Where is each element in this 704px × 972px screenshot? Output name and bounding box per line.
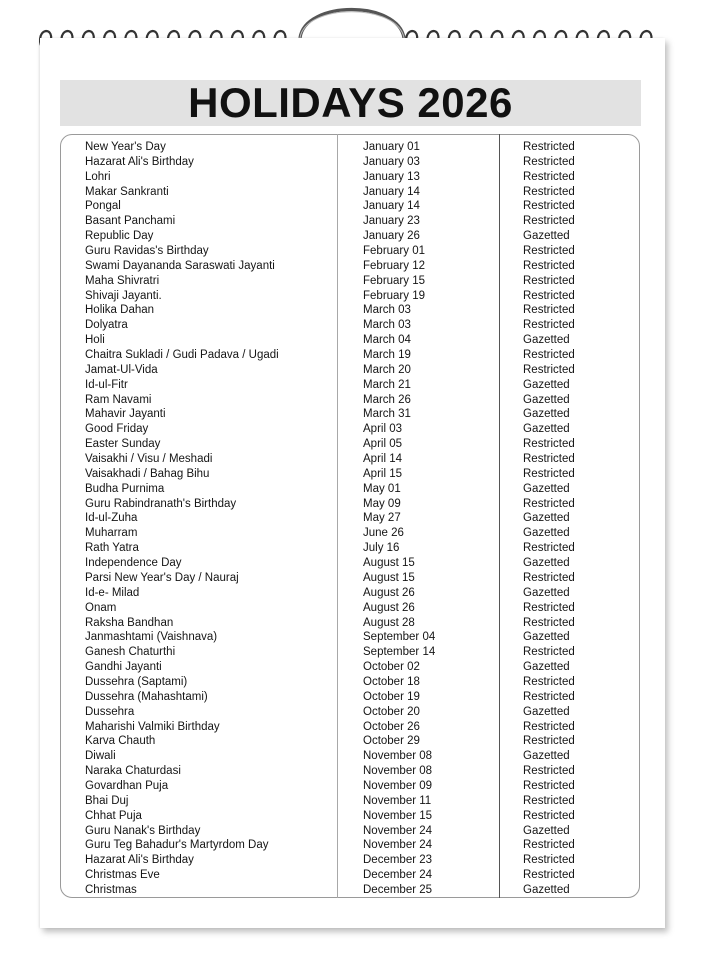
- holiday-type: Gazetted: [523, 824, 570, 837]
- holiday-date: August 15: [363, 571, 415, 584]
- holiday-date: September 04: [363, 631, 436, 644]
- holiday-date: February 15: [363, 274, 426, 287]
- holiday-date: January 01: [363, 141, 420, 153]
- holiday-row: [0, 690, 704, 705]
- holiday-name: Guru Teg Bahadur's Martyrdom Day: [85, 839, 269, 852]
- holiday-row: [0, 764, 704, 779]
- holiday-name: Raksha Bandhan: [85, 616, 174, 629]
- holiday-date: December 24: [363, 869, 433, 882]
- holiday-type: Restricted: [523, 453, 575, 466]
- holiday-row: [0, 586, 704, 601]
- holiday-name: New Year's Day: [85, 141, 166, 153]
- holiday-name: Guru Rabindranath's Birthday: [85, 497, 237, 510]
- holiday-date: January 14: [363, 185, 420, 198]
- holiday-row: [0, 794, 704, 809]
- holiday-name: Dolyatra: [85, 319, 128, 332]
- holiday-row: [0, 853, 704, 868]
- holiday-date: April 14: [363, 453, 402, 466]
- holiday-name: Maha Shivratri: [85, 274, 160, 287]
- holiday-row: [0, 749, 704, 764]
- holiday-type: Restricted: [523, 690, 575, 703]
- holiday-type: Gazetted: [523, 230, 570, 243]
- holiday-type: Restricted: [523, 215, 575, 228]
- holiday-date: November 11: [363, 794, 432, 807]
- holiday-date: April 03: [363, 423, 402, 436]
- holiday-row: [0, 630, 704, 645]
- holiday-date: January 26: [363, 230, 420, 243]
- holiday-date: November 15: [363, 809, 433, 822]
- holiday-type: Gazetted: [523, 750, 570, 763]
- holiday-date: December 23: [363, 854, 433, 867]
- holiday-name: Karva Chauth: [85, 735, 156, 748]
- holiday-name: Dussehra (Saptami): [85, 675, 188, 688]
- holiday-name: Pongal: [85, 200, 121, 213]
- holiday-row: [0, 422, 704, 437]
- holiday-row: [0, 303, 704, 318]
- holiday-name: Basant Panchami: [85, 215, 176, 228]
- holiday-row: [0, 155, 704, 170]
- holiday-type: Restricted: [523, 794, 575, 807]
- holiday-name: Dussehra: [85, 705, 135, 718]
- holiday-row: [0, 720, 704, 735]
- holiday-date: November 24: [363, 839, 433, 852]
- holiday-row: [0, 214, 704, 229]
- holiday-type: Restricted: [523, 869, 575, 882]
- holiday-type: Restricted: [523, 259, 575, 272]
- holiday-date: August 26: [363, 586, 415, 599]
- holiday-name: Guru Ravidas's Birthday: [85, 245, 209, 258]
- holiday-row: [0, 645, 704, 660]
- holiday-row: [0, 824, 704, 839]
- holiday-name: Muharram: [85, 527, 138, 540]
- holiday-date: October 29: [363, 735, 420, 748]
- holiday-name: Ram Navami: [85, 393, 152, 406]
- holiday-type: Restricted: [523, 141, 575, 153]
- holiday-date: August 15: [363, 557, 415, 570]
- holiday-name: Holika Dahan: [85, 304, 155, 317]
- holiday-type: Restricted: [523, 289, 575, 302]
- holiday-row: [0, 318, 704, 333]
- holiday-name: Rath Yatra: [85, 542, 139, 555]
- title-bar: [60, 80, 641, 126]
- holiday-row: [0, 616, 704, 631]
- holiday-row: [0, 675, 704, 690]
- holiday-date: March 20: [363, 363, 411, 376]
- holiday-type: Restricted: [523, 646, 575, 659]
- holiday-type: Restricted: [523, 185, 575, 198]
- holiday-date: July 16: [363, 542, 400, 555]
- holiday-date: February 19: [363, 289, 426, 302]
- holiday-name: Ganesh Chaturthi: [85, 646, 176, 659]
- holiday-type: Gazetted: [523, 393, 570, 406]
- holiday-row: [0, 244, 704, 259]
- holiday-type: Restricted: [523, 601, 575, 614]
- holiday-name: Id-e- Milad: [85, 586, 140, 599]
- holiday-type: Restricted: [523, 200, 575, 213]
- holiday-date: August 26: [363, 601, 415, 614]
- holiday-name: Chaitra Sukladi / Gudi Padava / Ugadi: [85, 349, 279, 362]
- holiday-type: Restricted: [523, 467, 575, 480]
- holiday-row: [0, 883, 704, 898]
- holiday-row: [0, 571, 704, 586]
- holiday-date: March 03: [363, 304, 411, 317]
- holiday-row: [0, 601, 704, 616]
- holiday-name: Independence Day: [85, 557, 182, 570]
- holiday-name: Lohri: [85, 170, 111, 183]
- holiday-row: [0, 140, 704, 155]
- holiday-row: [0, 378, 704, 393]
- holiday-row: [0, 289, 704, 304]
- holiday-name: Shivaji Jayanti.: [85, 289, 162, 302]
- holiday-date: August 28: [363, 616, 415, 629]
- holiday-type: Restricted: [523, 170, 575, 183]
- holiday-type: Restricted: [523, 274, 575, 287]
- holiday-name: Budha Purnima: [85, 482, 165, 495]
- holiday-date: October 18: [363, 675, 420, 688]
- holiday-type: Gazetted: [523, 661, 570, 674]
- holiday-name: Christmas: [85, 883, 137, 896]
- holiday-type: Restricted: [523, 765, 575, 778]
- holiday-row: [0, 363, 704, 378]
- holiday-date: November 08: [363, 765, 433, 778]
- holiday-name: Onam: [85, 601, 117, 614]
- holiday-type: Restricted: [523, 542, 575, 555]
- holiday-date: December 25: [363, 883, 433, 896]
- holiday-type: Gazetted: [523, 378, 570, 391]
- page-title: HOLIDAYS 2026: [188, 79, 513, 126]
- holiday-type: Restricted: [523, 571, 575, 584]
- holiday-type: Gazetted: [523, 512, 570, 525]
- holiday-name: Vaisakhadi / Bahag Bihu: [85, 467, 210, 480]
- holiday-type: Restricted: [523, 779, 575, 792]
- holiday-type: Restricted: [523, 839, 575, 852]
- holiday-date: March 26: [363, 393, 411, 406]
- holiday-name: Chhat Puja: [85, 809, 142, 822]
- holiday-date: October 26: [363, 720, 420, 733]
- holiday-type: Restricted: [523, 438, 575, 451]
- holiday-row: [0, 497, 704, 512]
- holiday-type: Restricted: [523, 675, 575, 688]
- holiday-row: [0, 556, 704, 571]
- holiday-type: Restricted: [523, 809, 575, 822]
- holiday-type: Gazetted: [523, 334, 570, 347]
- holiday-type: Restricted: [523, 155, 575, 168]
- holiday-name: Hazarat Ali's Birthday: [85, 155, 194, 168]
- holiday-date: March 21: [363, 378, 411, 391]
- holiday-name: Makar Sankranti: [85, 185, 169, 198]
- holiday-date: January 14: [363, 200, 420, 213]
- holiday-name: Janmashtami (Vaishnava): [85, 631, 218, 644]
- holiday-row: [0, 348, 704, 363]
- holiday-date: October 02: [363, 661, 420, 674]
- holiday-row: [0, 734, 704, 749]
- holiday-type: Restricted: [523, 304, 575, 317]
- holiday-date: March 04: [363, 334, 411, 347]
- holiday-name: Govardhan Puja: [85, 779, 169, 792]
- holiday-row: [0, 838, 704, 853]
- holiday-type: Gazetted: [523, 557, 570, 570]
- holiday-row: [0, 229, 704, 244]
- holiday-row: [0, 199, 704, 214]
- holiday-date: April 05: [363, 438, 402, 451]
- holiday-type: Gazetted: [523, 482, 570, 495]
- holiday-name: Maharishi Valmiki Birthday: [85, 720, 220, 733]
- holiday-type: Gazetted: [523, 527, 570, 540]
- holiday-type: Restricted: [523, 854, 575, 867]
- holiday-type: Gazetted: [523, 705, 570, 718]
- holiday-name: Holi: [85, 334, 105, 347]
- holiday-name: Mahavir Jayanti: [85, 408, 166, 421]
- holiday-type: Gazetted: [523, 586, 570, 599]
- holiday-name: Id-ul-Fitr: [85, 378, 128, 391]
- holiday-date: May 27: [363, 512, 401, 525]
- holiday-row: [0, 809, 704, 824]
- holiday-date: February 12: [363, 259, 426, 272]
- holiday-name: Parsi New Year's Day / Nauraj: [85, 571, 239, 584]
- holiday-type: Restricted: [523, 720, 575, 733]
- holiday-name: Id-ul-Zuha: [85, 512, 138, 525]
- holiday-date: March 03: [363, 319, 411, 332]
- holiday-name: Dussehra (Mahashtami): [85, 690, 208, 703]
- holiday-name: Naraka Chaturdasi: [85, 765, 181, 778]
- holiday-row: [0, 526, 704, 541]
- holiday-type: Gazetted: [523, 408, 570, 421]
- holiday-row: [0, 467, 704, 482]
- holiday-list: [0, 140, 704, 898]
- holiday-date: May 09: [363, 497, 401, 510]
- holiday-date: March 31: [363, 408, 411, 421]
- holiday-name: Vaisakhi / Visu / Meshadi: [85, 453, 213, 466]
- holiday-date: January 13: [363, 170, 420, 183]
- holiday-date: November 09: [363, 779, 433, 792]
- holiday-date: May 01: [363, 482, 401, 495]
- holiday-row: [0, 407, 704, 422]
- holiday-row: [0, 482, 704, 497]
- holiday-type: Gazetted: [523, 423, 570, 436]
- holiday-date: January 23: [363, 215, 420, 228]
- holiday-type: Restricted: [523, 319, 575, 332]
- holiday-type: Gazetted: [523, 883, 570, 896]
- holiday-name: Guru Nanak's Birthday: [85, 824, 201, 837]
- holiday-type: Restricted: [523, 497, 575, 510]
- holiday-row: [0, 437, 704, 452]
- holiday-type: Restricted: [523, 616, 575, 629]
- holiday-date: June 26: [363, 527, 404, 540]
- holiday-date: February 01: [363, 245, 426, 258]
- holiday-date: January 03: [363, 155, 420, 168]
- holiday-row: [0, 274, 704, 289]
- holiday-date: October 20: [363, 705, 420, 718]
- holiday-type: Restricted: [523, 363, 575, 376]
- holiday-date: October 19: [363, 690, 420, 703]
- holiday-row: [0, 541, 704, 556]
- holiday-name: Easter Sunday: [85, 438, 161, 451]
- holiday-name: Good Friday: [85, 423, 149, 436]
- holiday-name: Swami Dayananda Saraswati Jayanti: [85, 259, 275, 272]
- hanger-hook: [300, 10, 404, 39]
- holiday-row: [0, 779, 704, 794]
- holiday-type: Restricted: [523, 245, 575, 258]
- holiday-date: November 24: [363, 824, 433, 837]
- holiday-row: [0, 185, 704, 200]
- holiday-date: November 08: [363, 750, 433, 763]
- holiday-type: Gazetted: [523, 631, 570, 644]
- holiday-name: Bhai Duj: [85, 794, 129, 807]
- holiday-date: April 15: [363, 467, 402, 480]
- holiday-name: Christmas Eve: [85, 869, 160, 882]
- holiday-row: [0, 660, 704, 675]
- holiday-row: [0, 393, 704, 408]
- holiday-type: Restricted: [523, 735, 575, 748]
- holiday-row: [0, 170, 704, 185]
- holiday-row: [0, 452, 704, 467]
- holiday-type: Restricted: [523, 349, 575, 362]
- holiday-row: [0, 511, 704, 526]
- holiday-name: Gandhi Jayanti: [85, 661, 162, 674]
- holiday-date: September 14: [363, 646, 436, 659]
- holiday-row: [0, 259, 704, 274]
- holiday-name: Republic Day: [85, 230, 154, 243]
- holiday-name: Jamat-Ul-Vida: [85, 363, 158, 376]
- holiday-row: [0, 705, 704, 720]
- holiday-row: [0, 868, 704, 883]
- holiday-date: March 19: [363, 349, 411, 362]
- holiday-name: Diwali: [85, 750, 116, 763]
- holiday-name: Hazarat Ali's Birthday: [85, 854, 194, 867]
- holiday-row: [0, 333, 704, 348]
